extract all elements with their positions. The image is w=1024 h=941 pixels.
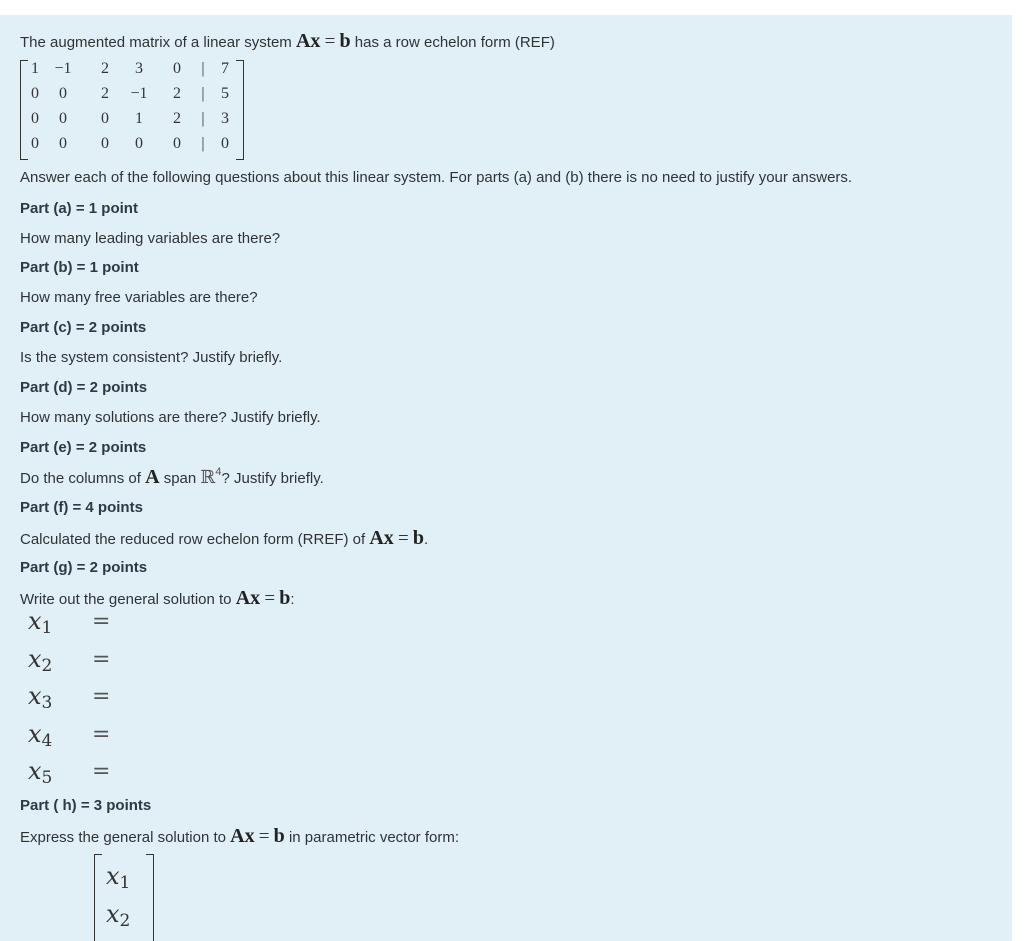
intro-eq-rhs: b (339, 30, 351, 52)
matrix-cell: 5 (221, 85, 229, 102)
part-g-heading: Part (g) = 2 points (20, 559, 148, 576)
general-solution-line-3 (28, 682, 52, 713)
matrix-cell: 3 (221, 110, 229, 127)
part-f-q-rhs: b (412, 527, 424, 549)
part-e-q-matrix: A (145, 466, 160, 488)
real-space-exponent: 4 (215, 466, 222, 478)
augmented-matrix (20, 58, 244, 162)
intro-line (20, 30, 555, 53)
part-e-heading: Part (e) = 2 points (20, 439, 147, 456)
solution-var: $x_2$ (28, 645, 53, 676)
matrix-cell: 0 (31, 85, 39, 102)
matrix-cell: 2 (173, 110, 181, 127)
vector-entry: $x_2$ (106, 900, 131, 931)
general-solution-line-2 (28, 645, 52, 676)
real-space-symbol: ℝ (200, 467, 216, 488)
part-f-heading: Part (f) = 4 points (20, 499, 143, 516)
solution-var: $x_4$ (28, 720, 53, 751)
general-solution-line-4 (28, 720, 52, 751)
solution-var: $x_3$ (28, 682, 53, 713)
intro-prefix: The augmented matrix of a linear system (20, 34, 292, 51)
intro-eq-lhs: Ax (295, 30, 321, 52)
intro-eq-op: = (324, 31, 336, 52)
part-h-question (20, 825, 459, 848)
matrix-cell: −1 (130, 85, 148, 102)
part-g-q-op: = (264, 588, 276, 609)
matrix-cell: 0 (135, 135, 143, 152)
matrix-cell: 0 (31, 110, 39, 127)
part-f-q-lhs: Ax (369, 527, 394, 549)
matrix-cell: 0 (101, 135, 109, 152)
matrix-cell: 0 (173, 135, 181, 152)
part-f-question (20, 527, 428, 550)
part-f-q-prefix: Calculated the reduced row echelon form (RREF) of (20, 531, 366, 548)
matrix-augment-divider: | (201, 85, 205, 102)
part-e-question (20, 466, 324, 489)
general-solution-line-1 (28, 607, 52, 638)
part-h-q-op: = (258, 826, 270, 847)
matrix-cell: 0 (59, 110, 67, 127)
solution-equals: = (92, 647, 111, 672)
part-g-q-rhs: b (279, 587, 291, 609)
matrix-augment-divider: | (201, 135, 205, 152)
part-g-q-prefix: Write out the general solution to (20, 591, 232, 608)
part-g-q-lhs: Ax (235, 587, 261, 609)
matrix-cell: −1 (54, 60, 72, 77)
part-h-q-prefix: Express the general solution to (20, 829, 226, 846)
solution-equals: = (92, 684, 111, 709)
part-g-question (20, 587, 295, 610)
part-e-q-suffix: ? Justify briefly. (221, 470, 324, 487)
vector-entry: $x_1$ (106, 862, 131, 893)
part-f-q-suffix: . (423, 531, 429, 548)
solution-equals: = (92, 609, 111, 634)
part-c-question: Is the system consistent? Justify briefly. (20, 349, 283, 366)
matrix-cell: 7 (221, 60, 229, 77)
matrix-cell: 2 (101, 85, 109, 102)
part-d-question: How many solutions are there? Justify briefly. (20, 409, 321, 426)
matrix-cell: 2 (101, 60, 109, 77)
matrix-augment-divider: | (201, 110, 205, 127)
matrix-cell: 1 (135, 110, 143, 127)
matrix-cell: 0 (221, 135, 229, 152)
solution-equals: = (92, 722, 111, 747)
part-h-q-suffix: in parametric vector form: (288, 829, 459, 846)
matrix-cell: 3 (135, 60, 143, 77)
vector-right-bracket (146, 854, 154, 941)
part-h-heading: Part ( h) = 3 points (20, 797, 152, 814)
matrix-cell: 2 (173, 85, 181, 102)
parametric-vector (94, 854, 154, 941)
part-h-q-rhs: b (273, 825, 285, 847)
general-solution-line-5 (28, 757, 52, 788)
instructions: Answer each of the following questions about this linear system. For parts (a) and (b) there is no need to justify your answers. (20, 169, 853, 186)
solution-var: $x_1$ (28, 607, 53, 638)
intro-suffix: has a row echelon form (REF) (354, 34, 555, 51)
part-c-heading: Part (c) = 2 points (20, 319, 147, 336)
matrix-cell: 1 (31, 60, 39, 77)
matrix-cell: 0 (59, 135, 67, 152)
vector-left-bracket (94, 854, 102, 941)
part-e-q-mid: span (163, 470, 197, 487)
part-g-q-suffix: : (290, 591, 295, 608)
part-f-q-op: = (397, 528, 409, 549)
question-panel (0, 15, 1012, 941)
part-b-question: How many free variables are there? (20, 289, 258, 306)
solution-equals: = (92, 759, 111, 784)
matrix-augment-divider: | (201, 60, 205, 77)
matrix-cell: 0 (173, 60, 181, 77)
part-e-q-prefix: Do the columns of (20, 470, 141, 487)
part-a-question: How many leading variables are there? (20, 230, 281, 247)
solution-var: $x_5$ (28, 757, 53, 788)
matrix-cell: 0 (59, 85, 67, 102)
part-d-heading: Part (d) = 2 points (20, 379, 148, 396)
part-b-heading: Part (b) = 1 point (20, 259, 139, 276)
part-h-q-lhs: Ax (230, 825, 255, 847)
matrix-cell: 0 (31, 135, 39, 152)
matrix-cell: 0 (101, 110, 109, 127)
part-a-heading: Part (a) = 1 point (20, 200, 138, 217)
